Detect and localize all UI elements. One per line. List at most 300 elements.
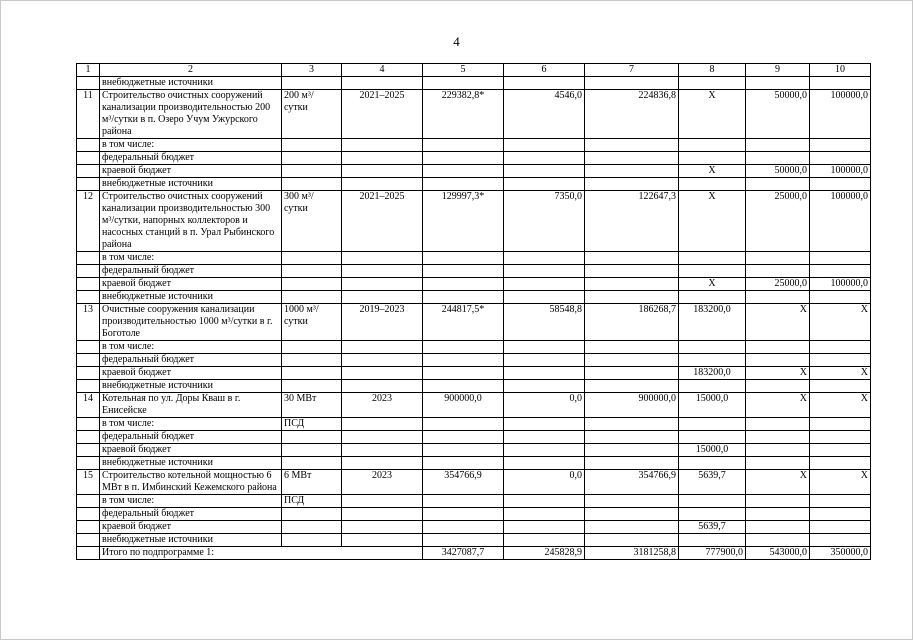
- total-cost-cell: [423, 508, 504, 521]
- years-cell: 2019–2023: [342, 304, 423, 341]
- capacity-cell: ПСД: [282, 495, 342, 508]
- value-cell-7: [585, 152, 679, 165]
- capacity-cell: [282, 367, 342, 380]
- value-cell-7: [585, 431, 679, 444]
- value-cell-9: [746, 495, 810, 508]
- value-cell-7: [585, 508, 679, 521]
- years-cell: [342, 278, 423, 291]
- table-row-total: [77, 547, 871, 560]
- value-cell-7: [585, 495, 679, 508]
- years-cell: 2023: [342, 470, 423, 495]
- value-cell-9: Х: [746, 304, 810, 341]
- value-cell-7: [585, 418, 679, 431]
- value-cell-9: [746, 354, 810, 367]
- total-value-7: 3181258,8: [585, 547, 679, 560]
- value-cell-9: 25000,0: [746, 278, 810, 291]
- value-cell-6: 4546,0: [504, 90, 585, 139]
- capacity-cell: [282, 165, 342, 178]
- value-cell-9: 25000,0: [746, 191, 810, 252]
- table-row-funding: [77, 457, 871, 470]
- value-cell-10: Х: [810, 393, 871, 418]
- row-number: [77, 508, 100, 521]
- total-cost-cell: [423, 457, 504, 470]
- years-cell: [342, 165, 423, 178]
- years-cell: [342, 178, 423, 191]
- row-number: [77, 178, 100, 191]
- value-cell-6: [504, 457, 585, 470]
- value-cell-8: 15000,0: [679, 393, 746, 418]
- row-number: [77, 152, 100, 165]
- value-cell-8: [679, 508, 746, 521]
- value-cell-9: [746, 265, 810, 278]
- table-row-funding: [77, 165, 871, 178]
- total-cost-cell: [423, 165, 504, 178]
- total-cost-cell: [423, 418, 504, 431]
- total-cost-cell: [423, 444, 504, 457]
- value-cell-6: [504, 354, 585, 367]
- years-cell: [342, 444, 423, 457]
- total-cost-cell: [423, 367, 504, 380]
- total-value-9: 543000,0: [746, 547, 810, 560]
- row-number: [77, 418, 100, 431]
- value-cell-10: Х: [810, 304, 871, 341]
- value-cell-10: [810, 265, 871, 278]
- table-row-funding: [77, 508, 871, 521]
- table-row-funding: [77, 178, 871, 191]
- value-cell-8: [679, 457, 746, 470]
- value-cell-7: [585, 354, 679, 367]
- value-cell-7: [585, 380, 679, 393]
- years-cell: [342, 152, 423, 165]
- row-number: 12: [77, 191, 100, 252]
- table-row-funding: [77, 534, 871, 547]
- total-value-6: 245828,9: [504, 547, 585, 560]
- header-cell: 3: [282, 64, 342, 77]
- funding-source: в том числе:: [100, 252, 282, 265]
- value-cell-9: Х: [746, 367, 810, 380]
- header-row: [77, 64, 871, 77]
- project-name: Котельная по ул. Доры Кваш в г. Енисейске: [100, 393, 282, 418]
- value-cell-10: [810, 178, 871, 191]
- row-number: [77, 457, 100, 470]
- value-cell-10: [810, 534, 871, 547]
- capacity-cell: [282, 152, 342, 165]
- value-cell-6: [504, 252, 585, 265]
- table-row-funding: [77, 495, 871, 508]
- value-cell-10: Х: [810, 470, 871, 495]
- years-cell: [342, 341, 423, 354]
- row-number: [77, 431, 100, 444]
- header-cell: 1: [77, 64, 100, 77]
- years-cell: [342, 418, 423, 431]
- value-cell-7: [585, 278, 679, 291]
- funding-source: федеральный бюджет: [100, 508, 282, 521]
- value-cell-7: 900000,0: [585, 393, 679, 418]
- header-cell: 4: [342, 64, 423, 77]
- capacity-cell: [282, 291, 342, 304]
- total-cost-cell: 354766,9: [423, 470, 504, 495]
- value-cell-6: [504, 508, 585, 521]
- funding-source: в том числе:: [100, 495, 282, 508]
- value-cell-10: [810, 495, 871, 508]
- capacity-cell: [282, 380, 342, 393]
- funding-source: краевой бюджет: [100, 521, 282, 534]
- table-row-funding: [77, 354, 871, 367]
- value-cell-8: [679, 252, 746, 265]
- value-cell-6: 0,0: [504, 393, 585, 418]
- capacity-cell: 30 МВт: [282, 393, 342, 418]
- years-cell: 2021–2025: [342, 90, 423, 139]
- years-cell: [342, 354, 423, 367]
- total-cost-cell: [423, 278, 504, 291]
- value-cell-8: [679, 341, 746, 354]
- years-cell: [342, 508, 423, 521]
- value-cell-7: [585, 165, 679, 178]
- row-number: [77, 380, 100, 393]
- row-number: [77, 367, 100, 380]
- value-cell-9: [746, 521, 810, 534]
- value-cell-7: [585, 178, 679, 191]
- project-name: Очистные сооружения канализации производительностью 1000 м³/сутки в г. Боготоле: [100, 304, 282, 341]
- table-row-project: [77, 304, 871, 341]
- funding-source: федеральный бюджет: [100, 354, 282, 367]
- value-cell-8: [679, 380, 746, 393]
- total-cost-cell: 900000,0: [423, 393, 504, 418]
- value-cell-6: [504, 139, 585, 152]
- total-cost-cell: [423, 265, 504, 278]
- capacity-cell: [282, 178, 342, 191]
- value-cell-9: 50000,0: [746, 165, 810, 178]
- value-cell-10: Х: [810, 367, 871, 380]
- funding-source: краевой бюджет: [100, 444, 282, 457]
- value-cell-7: [585, 367, 679, 380]
- value-cell-10: [810, 291, 871, 304]
- years-cell: [342, 252, 423, 265]
- total-cost-cell: [423, 341, 504, 354]
- value-cell-6: [504, 534, 585, 547]
- table-row-funding: [77, 152, 871, 165]
- capacity-cell: 300 м³/ сутки: [282, 191, 342, 252]
- value-cell-6: [504, 431, 585, 444]
- value-cell-10: [810, 341, 871, 354]
- row-number: [77, 547, 100, 560]
- value-cell-8: [679, 178, 746, 191]
- funding-source: федеральный бюджет: [100, 431, 282, 444]
- row-number: [77, 291, 100, 304]
- capacity-cell: [282, 139, 342, 152]
- row-number: [77, 252, 100, 265]
- project-name: Строительство очистных сооружений канализации производительностью 200 м³/сутки в п. Озеро Учум Ужурского района: [100, 90, 282, 139]
- value-cell-8: [679, 291, 746, 304]
- value-cell-8: [679, 265, 746, 278]
- table-row-funding: [77, 291, 871, 304]
- value-cell-9: [746, 508, 810, 521]
- funding-source: внебюджетные источники: [100, 534, 282, 547]
- table-row-funding: [77, 431, 871, 444]
- value-cell-7: 224836,8: [585, 90, 679, 139]
- value-cell-9: [746, 77, 810, 90]
- total-value-10: 350000,0: [810, 547, 871, 560]
- table-row-funding: [77, 341, 871, 354]
- value-cell-7: 186268,7: [585, 304, 679, 341]
- value-cell-7: 354766,9: [585, 470, 679, 495]
- value-cell-7: [585, 341, 679, 354]
- program-table: [76, 63, 871, 560]
- total-cost-cell: [423, 139, 504, 152]
- funding-source: федеральный бюджет: [100, 265, 282, 278]
- funding-source: в том числе:: [100, 418, 282, 431]
- total-cost-cell: 229382,8*: [423, 90, 504, 139]
- value-cell-7: [585, 291, 679, 304]
- value-cell-8: [679, 431, 746, 444]
- value-cell-7: [585, 457, 679, 470]
- years-cell: [342, 521, 423, 534]
- capacity-cell: [282, 341, 342, 354]
- value-cell-9: [746, 380, 810, 393]
- table-row-project: [77, 470, 871, 495]
- table-row-funding: [77, 252, 871, 265]
- value-cell-6: [504, 278, 585, 291]
- header-cell: 10: [810, 64, 871, 77]
- value-cell-7: [585, 139, 679, 152]
- table-row-funding: [77, 444, 871, 457]
- table-row-funding: [77, 139, 871, 152]
- project-name: Строительство очистных сооружений канализации производительностью 300 м³/сутки, напорных коллекторов и насосных станций в п. Урал Рыбинского района: [100, 191, 282, 252]
- total-label: Итого по подпрограмме 1:: [100, 547, 423, 560]
- total-cost-cell: [423, 534, 504, 547]
- value-cell-6: [504, 495, 585, 508]
- total-cost-cell: [423, 252, 504, 265]
- value-cell-10: [810, 418, 871, 431]
- capacity-cell: [282, 534, 342, 547]
- years-cell: [342, 431, 423, 444]
- value-cell-8: [679, 495, 746, 508]
- header-cell: 2: [100, 64, 282, 77]
- value-cell-8: [679, 418, 746, 431]
- value-cell-6: 0,0: [504, 470, 585, 495]
- funding-source: краевой бюджет: [100, 278, 282, 291]
- header-cell: 9: [746, 64, 810, 77]
- row-number: [77, 341, 100, 354]
- years-cell: [342, 534, 423, 547]
- total-cost-cell: [423, 431, 504, 444]
- years-cell: [342, 77, 423, 90]
- total-cost-cell: 244817,5*: [423, 304, 504, 341]
- value-cell-6: [504, 265, 585, 278]
- funding-source: краевой бюджет: [100, 367, 282, 380]
- row-number: [77, 265, 100, 278]
- capacity-cell: 200 м³/ сутки: [282, 90, 342, 139]
- value-cell-10: [810, 77, 871, 90]
- value-cell-7: 122647,3: [585, 191, 679, 252]
- row-number: 11: [77, 90, 100, 139]
- value-cell-10: [810, 252, 871, 265]
- value-cell-10: 100000,0: [810, 90, 871, 139]
- capacity-cell: 6 МВт: [282, 470, 342, 495]
- value-cell-6: [504, 165, 585, 178]
- capacity-cell: ПСД: [282, 418, 342, 431]
- value-cell-8: 183200,0: [679, 367, 746, 380]
- total-cost-cell: 129997,3*: [423, 191, 504, 252]
- row-number: [77, 495, 100, 508]
- value-cell-10: [810, 152, 871, 165]
- funding-source: внебюджетные источники: [100, 380, 282, 393]
- funding-source: внебюджетные источники: [100, 77, 282, 90]
- table-row-funding: [77, 367, 871, 380]
- value-cell-8: Х: [679, 191, 746, 252]
- value-cell-9: [746, 139, 810, 152]
- value-cell-9: [746, 341, 810, 354]
- value-cell-7: [585, 521, 679, 534]
- total-cost-cell: [423, 521, 504, 534]
- value-cell-6: 7350,0: [504, 191, 585, 252]
- years-cell: [342, 367, 423, 380]
- total-cost-cell: [423, 380, 504, 393]
- years-cell: [342, 457, 423, 470]
- value-cell-9: Х: [746, 393, 810, 418]
- header-cell: 7: [585, 64, 679, 77]
- capacity-cell: [282, 278, 342, 291]
- value-cell-9: [746, 431, 810, 444]
- total-cost-cell: [423, 354, 504, 367]
- value-cell-10: [810, 521, 871, 534]
- capacity-cell: [282, 444, 342, 457]
- years-cell: [342, 291, 423, 304]
- value-cell-10: [810, 380, 871, 393]
- table-body: [77, 77, 871, 560]
- table-row-project: [77, 90, 871, 139]
- funding-source: внебюджетные источники: [100, 291, 282, 304]
- row-number: [77, 278, 100, 291]
- capacity-cell: [282, 521, 342, 534]
- value-cell-10: [810, 431, 871, 444]
- row-number: [77, 521, 100, 534]
- row-number: [77, 534, 100, 547]
- page-number: 4: [453, 34, 460, 49]
- capacity-cell: [282, 457, 342, 470]
- value-cell-10: [810, 444, 871, 457]
- value-cell-10: [810, 508, 871, 521]
- row-number: 14: [77, 393, 100, 418]
- value-cell-8: [679, 534, 746, 547]
- funding-source: краевой бюджет: [100, 165, 282, 178]
- years-cell: 2021–2025: [342, 191, 423, 252]
- table-row-funding: [77, 77, 871, 90]
- row-number: [77, 165, 100, 178]
- capacity-cell: [282, 508, 342, 521]
- funding-source: внебюджетные источники: [100, 178, 282, 191]
- years-cell: [342, 265, 423, 278]
- value-cell-10: 100000,0: [810, 191, 871, 252]
- value-cell-9: [746, 291, 810, 304]
- value-cell-8: 5639,7: [679, 470, 746, 495]
- value-cell-9: [746, 418, 810, 431]
- value-cell-6: [504, 291, 585, 304]
- value-cell-6: [504, 380, 585, 393]
- capacity-cell: [282, 77, 342, 90]
- row-number: [77, 77, 100, 90]
- table-row-project: [77, 191, 871, 252]
- value-cell-9: [746, 178, 810, 191]
- value-cell-6: [504, 77, 585, 90]
- years-cell: [342, 139, 423, 152]
- value-cell-8: 15000,0: [679, 444, 746, 457]
- value-cell-8: 183200,0: [679, 304, 746, 341]
- value-cell-8: Х: [679, 90, 746, 139]
- total-cost-cell: [423, 495, 504, 508]
- value-cell-7: [585, 77, 679, 90]
- row-number: 13: [77, 304, 100, 341]
- funding-source: в том числе:: [100, 341, 282, 354]
- value-cell-8: [679, 77, 746, 90]
- table-row-funding: [77, 418, 871, 431]
- row-number: [77, 444, 100, 457]
- row-number: [77, 139, 100, 152]
- capacity-cell: [282, 431, 342, 444]
- funding-source: федеральный бюджет: [100, 152, 282, 165]
- project-name: Строительство котельной мощностью 6 МВт в п. Имбинский Кежемского района: [100, 470, 282, 495]
- value-cell-9: 50000,0: [746, 90, 810, 139]
- value-cell-6: [504, 367, 585, 380]
- value-cell-10: [810, 354, 871, 367]
- value-cell-9: [746, 152, 810, 165]
- table-row-funding: [77, 521, 871, 534]
- value-cell-8: Х: [679, 165, 746, 178]
- value-cell-8: [679, 354, 746, 367]
- value-cell-8: 5639,7: [679, 521, 746, 534]
- table-row-funding: [77, 265, 871, 278]
- value-cell-9: [746, 252, 810, 265]
- total-cost-cell: [423, 77, 504, 90]
- header-cell: 6: [504, 64, 585, 77]
- value-cell-6: [504, 152, 585, 165]
- value-cell-9: [746, 457, 810, 470]
- value-cell-9: Х: [746, 470, 810, 495]
- capacity-cell: 1000 м³/сутки: [282, 304, 342, 341]
- value-cell-7: [585, 444, 679, 457]
- years-cell: [342, 380, 423, 393]
- table-row-funding: [77, 380, 871, 393]
- capacity-cell: [282, 265, 342, 278]
- value-cell-6: [504, 178, 585, 191]
- header-cell: 5: [423, 64, 504, 77]
- table-row-project: [77, 393, 871, 418]
- total-cost-cell: [423, 152, 504, 165]
- value-cell-7: [585, 265, 679, 278]
- value-cell-8: [679, 152, 746, 165]
- value-cell-6: [504, 418, 585, 431]
- funding-source: в том числе:: [100, 139, 282, 152]
- capacity-cell: [282, 252, 342, 265]
- funding-source: внебюджетные источники: [100, 457, 282, 470]
- value-cell-7: [585, 252, 679, 265]
- row-number: 15: [77, 470, 100, 495]
- value-cell-10: [810, 139, 871, 152]
- capacity-cell: [282, 354, 342, 367]
- value-cell-8: [679, 139, 746, 152]
- value-cell-10: 100000,0: [810, 278, 871, 291]
- value-cell-6: [504, 521, 585, 534]
- table-row-funding: [77, 278, 871, 291]
- value-cell-9: [746, 444, 810, 457]
- total-cost-cell: [423, 178, 504, 191]
- header-cell: 8: [679, 64, 746, 77]
- value-cell-6: 58548,8: [504, 304, 585, 341]
- years-cell: 2023: [342, 393, 423, 418]
- value-cell-9: [746, 534, 810, 547]
- years-cell: [342, 495, 423, 508]
- value-cell-6: [504, 444, 585, 457]
